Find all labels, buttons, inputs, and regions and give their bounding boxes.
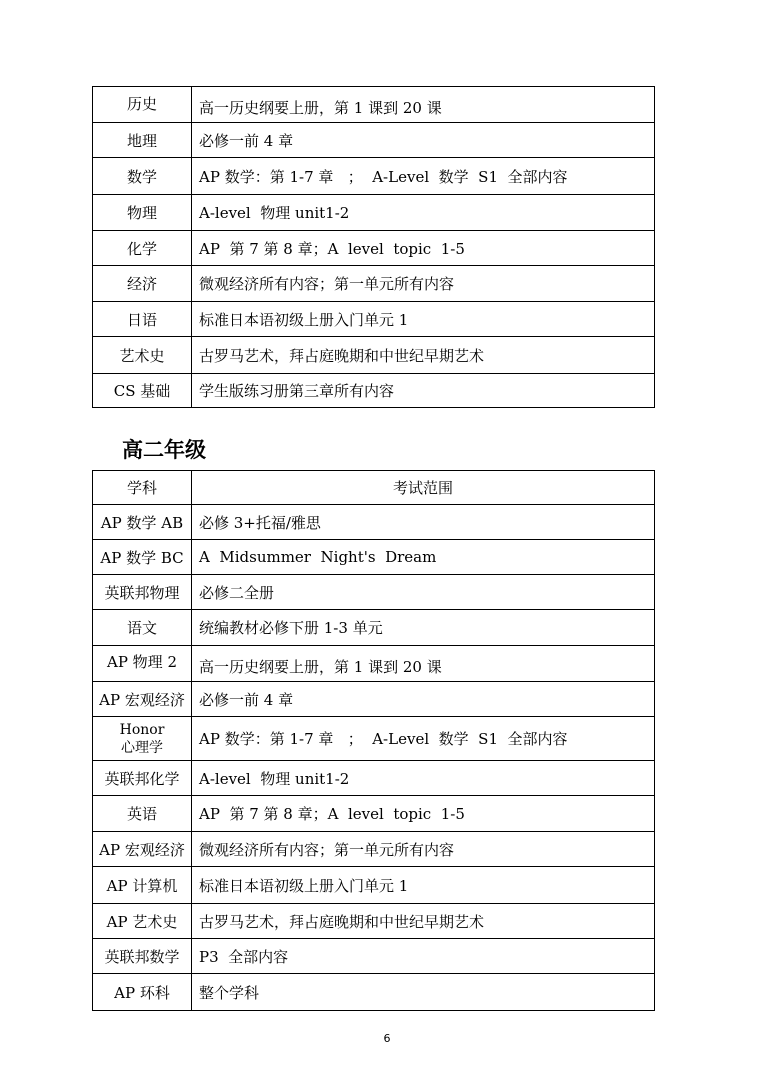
subject-cell: AP 艺术史 [93,904,192,939]
table-row [93,974,655,1011]
scope-cell: P3 全部内容 [192,939,655,974]
subject-cell: 物理 [93,195,192,231]
table-row [93,682,655,717]
section-heading-grade11: 高二年级 [122,438,206,462]
table-row [93,505,655,540]
subject-cell: AP 环科 [93,974,192,1011]
scope-cell: 古罗马艺术，拜占庭晚期和中世纪早期艺术 [192,904,655,939]
subject-cell: 地理 [93,123,192,158]
scope-cell: A Midsummer Night's Dream [192,540,655,575]
table-row [93,195,655,231]
table-row [93,832,655,867]
subject-cell: CS 基础 [93,374,192,408]
scope-cell: AP 第 7 第 8 章；A level topic 1-5 [192,231,655,266]
subject-cell: AP 宏观经济 [93,682,192,717]
subject-cell: 艺术史 [93,337,192,374]
page-number: 6 [383,1032,391,1045]
subject-line-1: Honor [119,721,165,738]
scope-cell: AP 第 7 第 8 章；A level topic 1-5 [192,796,655,832]
scope-cell: AP 数学：第 1-7 章 ； A-Level 数学 S1 全部内容 [192,158,655,195]
header-scope: 考试范围 [192,471,655,505]
scope-cell: 必修一前 4 章 [192,682,655,717]
grade10-exam-table [92,86,655,408]
subject-cell: 经济 [93,266,192,302]
scope-cell: 标准日本语初级上册入门单元 1 [192,302,655,337]
subject-cell: 化学 [93,231,192,266]
table-row [93,540,655,575]
scope-cell: 必修二全册 [192,575,655,610]
scope-cell: 整个学科 [192,974,655,1011]
table-row [93,867,655,904]
header-subject: 学科 [93,471,192,505]
table-row [93,231,655,266]
scope-cell: 学生版练习册第三章所有内容 [192,374,655,408]
scope-cell: 必修 3+托福/雅思 [192,505,655,540]
subject-cell: AP 数学 AB [93,505,192,540]
scope-cell: A-level 物理 unit1-2 [192,195,655,231]
grade11-exam-table [92,470,655,1011]
scope-cell: 必修一前 4 章 [192,123,655,158]
scope-cell: 统编教材必修下册 1-3 单元 [192,610,655,646]
table-header-row [93,471,655,505]
scope-cell: 微观经济所有内容；第一单元所有内容 [192,266,655,302]
subject-cell: 历史 [93,87,192,123]
table-row [93,904,655,939]
scope-cell: 古罗马艺术，拜占庭晚期和中世纪早期艺术 [192,337,655,374]
table-row [93,796,655,832]
subject-cell: 英联邦数学 [93,939,192,974]
table-row [93,761,655,796]
subject-cell: AP 计算机 [93,867,192,904]
table-row [93,87,655,123]
table-row [93,717,655,761]
subject-cell: 数学 [93,158,192,195]
scope-cell: 高一历史纲要上册，第 1 课到 20 课 [192,87,655,123]
table-row [93,374,655,408]
subject-line-2: 心理学 [121,739,163,756]
subject-cell [93,717,192,761]
table-row [93,939,655,974]
subject-cell: AP 宏观经济 [93,832,192,867]
table-row [93,266,655,302]
table-row [93,646,655,682]
table-row [93,158,655,195]
table-row [93,610,655,646]
scope-cell: AP 数学：第 1-7 章 ； A-Level 数学 S1 全部内容 [192,717,655,761]
table-row [93,337,655,374]
table-row [93,302,655,337]
table-row [93,575,655,610]
subject-cell: 日语 [93,302,192,337]
table-row [93,123,655,158]
scope-cell: 标准日本语初级上册入门单元 1 [192,867,655,904]
scope-cell: 高一历史纲要上册，第 1 课到 20 课 [192,646,655,682]
subject-cell: AP 数学 BC [93,540,192,575]
scope-cell: A-level 物理 unit1-2 [192,761,655,796]
subject-cell: 语文 [93,610,192,646]
subject-cell: 英语 [93,796,192,832]
subject-cell: 英联邦化学 [93,761,192,796]
scope-cell: 微观经济所有内容；第一单元所有内容 [192,832,655,867]
subject-cell: 英联邦物理 [93,575,192,610]
subject-cell: AP 物理 2 [93,646,192,682]
